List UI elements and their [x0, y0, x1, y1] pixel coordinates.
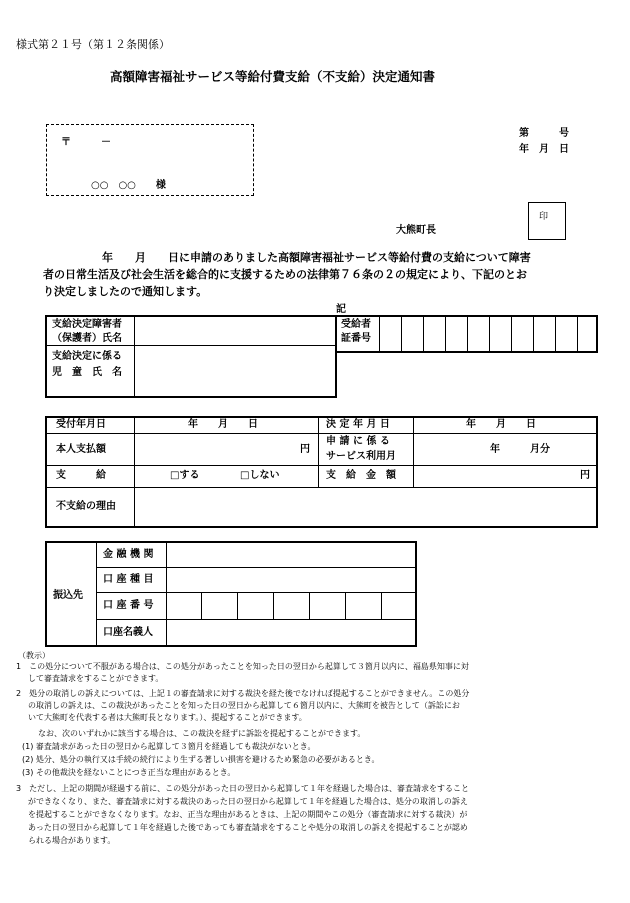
account-name-label: 口座名義人 [103, 627, 153, 638]
body-line-3: り決定しましたので通知します。 [43, 285, 208, 298]
recipient-label: 支給決定障害者 [52, 319, 122, 330]
amount-label: 支 給 金 額 [326, 470, 396, 481]
reason-label: 不支給の理由 [56, 501, 116, 512]
note-3c: を提起することができなくなります。なお、正当な理由があるときは、上記の期間やこの処分（審査請求に対する裁決）が [28, 810, 468, 819]
note-2a: 2 処分の取消しの訴えについては、上記１の審査請求に対する裁決を経た後でなければ提起することができません。この処分 [16, 689, 470, 698]
child-label: 支給決定に係る [52, 351, 122, 362]
note-2b: の取消しの訴えは、この裁決があったことを知った日の翌日から起算して６箇月以内に、大熊町を被告として（訴訟にお [28, 701, 460, 710]
transfer-label: 振込先 [53, 590, 83, 601]
postal-code: 〒 － [61, 137, 111, 148]
issuer-name: 大熊町長 [396, 225, 436, 236]
note-3a: 3 ただし、上記の期間が経過する前に、この処分があった日の翌日から起算して１年を経過した場合は、審査請求をすること [16, 784, 470, 793]
note-3b: ができなくなり、また、審査請求に対する裁決のあった日の翌日から起算して１年を経過した場合は、処分の取消しの訴え [28, 797, 468, 806]
received-date-value: 年 月 日 [188, 419, 258, 430]
note-sub-2: (2) 処分、処分の執行又は手続の続行により生ずる著しい損害を避けるため緊急の必要があるとき。 [22, 755, 380, 764]
note-3e: られる場合があります。 [28, 836, 116, 845]
bank-label: 金 融 機 関 [103, 549, 154, 560]
self-pay-unit: 円 [300, 444, 310, 455]
seal-mark: 印 [539, 212, 549, 222]
received-date-label: 受付年月日 [56, 419, 106, 430]
ki-mark: 記 [336, 304, 346, 315]
seal-box [528, 202, 566, 240]
note-3d: あった日の翌日から起算して１年を経過した後であっても審査請求をすることや処分の取消しの訴えを提起することが認め [28, 823, 468, 832]
address-box [46, 124, 254, 196]
note-2c: いて大熊町を代表する者は大熊町長となります。）、提起することができます。 [28, 713, 307, 722]
account-type-label: 口 座 種 目 [103, 574, 154, 585]
body-line-1: 年 月 日に申請のありました高額障害福祉サービス等給付費の支給について障害 [102, 251, 531, 264]
decision-date-label: 決 定 年 月 日 [326, 419, 390, 430]
document-date: 年 月 日 [519, 144, 569, 155]
form-number: 様式第２１号（第１２条関係） [16, 38, 170, 51]
note-1b: して審査請求をすることができます。 [28, 674, 164, 683]
service-month-label-2: サービス利用月 [326, 451, 396, 462]
payment-no-checkbox[interactable]: □しない [240, 470, 280, 481]
cert-number-label: 証番号 [341, 333, 371, 344]
self-pay-label: 本人支払額 [56, 444, 106, 455]
body-line-2: 者の日常生活及び社会生活を総合的に支援するための法律第７６条の２の規定により、下記のとお [43, 268, 527, 281]
account-number-label: 口 座 番 号 [103, 600, 154, 611]
recipient-name: ○○ ○○ 様 [91, 180, 166, 191]
guardian-label: （保護者）氏名 [52, 333, 122, 344]
note-1a: 1 この処分について不服がある場合は、この処分があったことを知った日の翌日から起算して３箇月以内に、福島県知事に対 [16, 662, 469, 671]
note-2d: なお、次のいずれかに該当する場合は、この裁決を経ずに訴訟を提起することができます。 [38, 729, 366, 738]
payment-label: 支 給 [56, 470, 106, 481]
service-month-label-1: 申 請 に 係 る [326, 436, 390, 447]
cert-label: 受給者 [341, 319, 371, 330]
amount-unit: 円 [580, 470, 590, 481]
note-sub-3: (3) その他裁決を経ないことにつき正当な理由があるとき。 [22, 768, 236, 777]
notes-heading: （教示） [18, 651, 50, 660]
service-month-value: 年 月分 [490, 444, 550, 455]
child-name-label: 児 童 氏 名 [52, 367, 122, 378]
decision-date-value: 年 月 日 [466, 419, 536, 430]
note-sub-1: (1) 審査請求があった日の翌日から起算して３箇月を経過しても裁決がないとき。 [22, 742, 316, 751]
payment-yes-checkbox[interactable]: □する [170, 470, 200, 481]
document-number: 第 号 [519, 128, 569, 139]
page-title: 高額障害福祉サービス等給付費支給（不支給）決定通知書 [110, 69, 436, 84]
